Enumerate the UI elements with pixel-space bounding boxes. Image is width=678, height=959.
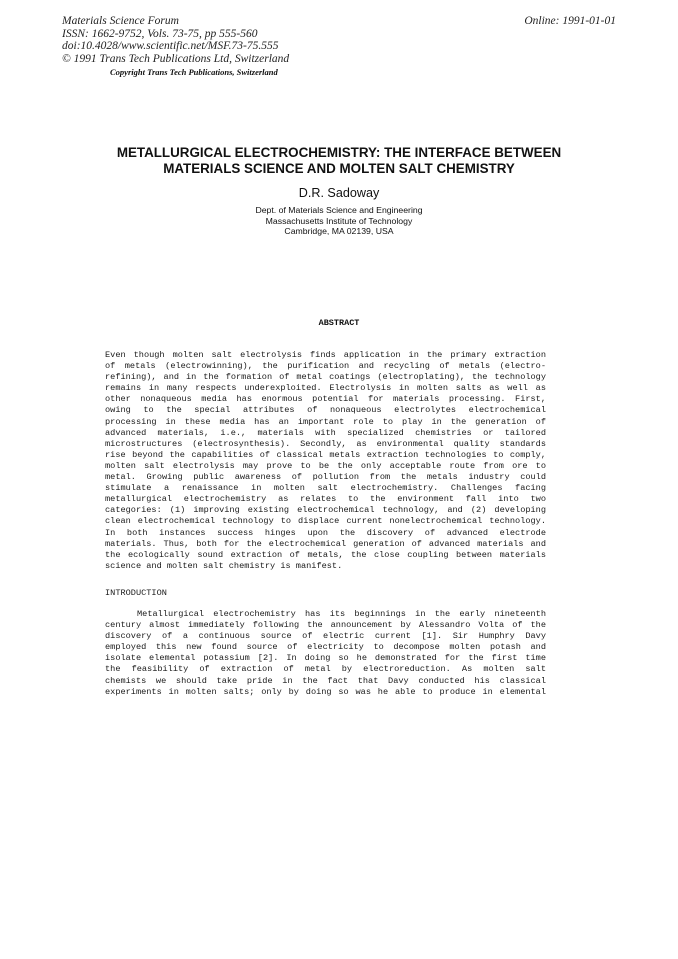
- citation-header: [62, 15, 289, 65]
- affiliation-line: Cambridge, MA 02139, USA: [284, 226, 394, 237]
- text-line: remains in many respects underexploited. Electrolysis in molten salts as well as: [105, 383, 546, 394]
- text-line: other nonaqueous media has enormous potential for materials processing. First,: [105, 394, 546, 405]
- text-line: science and molten salt chemistry is manifest.: [105, 560, 343, 571]
- affiliation-line: Dept. of Materials Science and Engineering: [255, 205, 423, 215]
- text-line: employed this new found source of electricity to decompose molten potash and: [105, 642, 546, 653]
- text-line: discovery of a continuous source of electric current [1]. Sir Humphry Davy: [105, 631, 546, 642]
- paper-title: [80, 145, 598, 177]
- text-line: metal. Growing public awareness of pollution from the metals industry could: [105, 472, 546, 483]
- author-name: D.R. Sadoway: [298, 186, 380, 200]
- text-line: processing in these media has an important role to play in the generation of: [105, 416, 546, 427]
- text-line: categories: (1) improving existing electrochemical technology, and (2) developing: [105, 505, 546, 516]
- text-line: metallurgical electrochemistry as relates to the environment fall into two: [105, 494, 546, 505]
- text-line: advanced materials, i.e., materials with specialized chemistries or tailored: [105, 427, 546, 438]
- introduction-body: [105, 609, 546, 698]
- introduction-heading: INTRODUCTION: [105, 588, 167, 598]
- text-line: owing to the special attributes of nonaqueous electrolytes electrochemical: [105, 405, 546, 416]
- text-line: of metals (electrowinning), the purification and recycling of metals (electro-: [105, 361, 546, 372]
- text-line: the ecologically sound extraction of metals, the close coupling between materials: [105, 549, 546, 560]
- text-line: rise beyond the capabilities of classical metals extraction technologies to comply,: [105, 449, 546, 460]
- text-line: materials. Thus, both for the electrochemical generation of advanced materials and: [105, 538, 546, 549]
- issn-line: ISSN: 1662-9752, Vols. 73-75, pp 555-560: [62, 27, 258, 40]
- author-affiliation: [80, 205, 598, 237]
- text-line: microstructures (electrosynthesis). Secondly, as environmental quality standards: [105, 438, 546, 449]
- text-line: In both instances success hinges upon the discovery of advanced electrode: [105, 527, 546, 538]
- text-line: experiments in molten salts; only by doing so was he able to produce in elemental: [105, 686, 546, 697]
- text-line: Even though molten salt electrolysis finds application in the primary extraction: [105, 350, 546, 360]
- text-line: the feasibility of extraction of metal by electroreduction. As molten salt: [105, 664, 546, 675]
- copyright-line: © 1991 Trans Tech Publications Ltd, Switzerland: [62, 52, 290, 65]
- publisher-copyright: Copyright Trans Tech Publications, Switzerland: [110, 67, 278, 77]
- text-line: stimulate a renaissance in molten salt electrochemistry. Challenges facing: [105, 483, 546, 494]
- text-line: clean electrochemical technology to displace current nonelectrochemical technology.: [105, 516, 546, 527]
- title-line: MATERIALS SCIENCE AND MOLTEN SALT CHEMISTRY: [163, 161, 515, 176]
- affiliation-line: Massachusetts Institute of Technology: [265, 215, 413, 226]
- text-line: chemists we should take pride in the fact that Davy conducted his classical: [105, 675, 546, 686]
- abstract-heading: ABSTRACT: [318, 318, 360, 328]
- text-line: Metallurgical electrochemistry has its beginnings in the early nineteenth: [137, 609, 546, 619]
- text-line: isolate elemental potassium [2]. In doing so he demonstrated for the first time: [105, 653, 546, 664]
- text-line: refining), and in the formation of metal coatings (electroplating), the technology: [105, 372, 546, 383]
- text-line: century almost immediately following the announcement by Alessandro Volta of the: [105, 620, 546, 631]
- abstract-body: [105, 350, 546, 572]
- title-line: METALLURGICAL ELECTROCHEMISTRY: THE INTERFACE BETWEEN: [116, 145, 562, 160]
- text-line: molten salt electrolysis may prove to be the only acceptable route from ore to: [105, 460, 546, 471]
- journal-name: Materials Science Forum: [62, 15, 179, 27]
- online-date: Online: 1991-01-01: [524, 15, 616, 27]
- doi-line: doi:10.4028/www.scientific.net/MSF.73-75.555: [62, 40, 279, 53]
